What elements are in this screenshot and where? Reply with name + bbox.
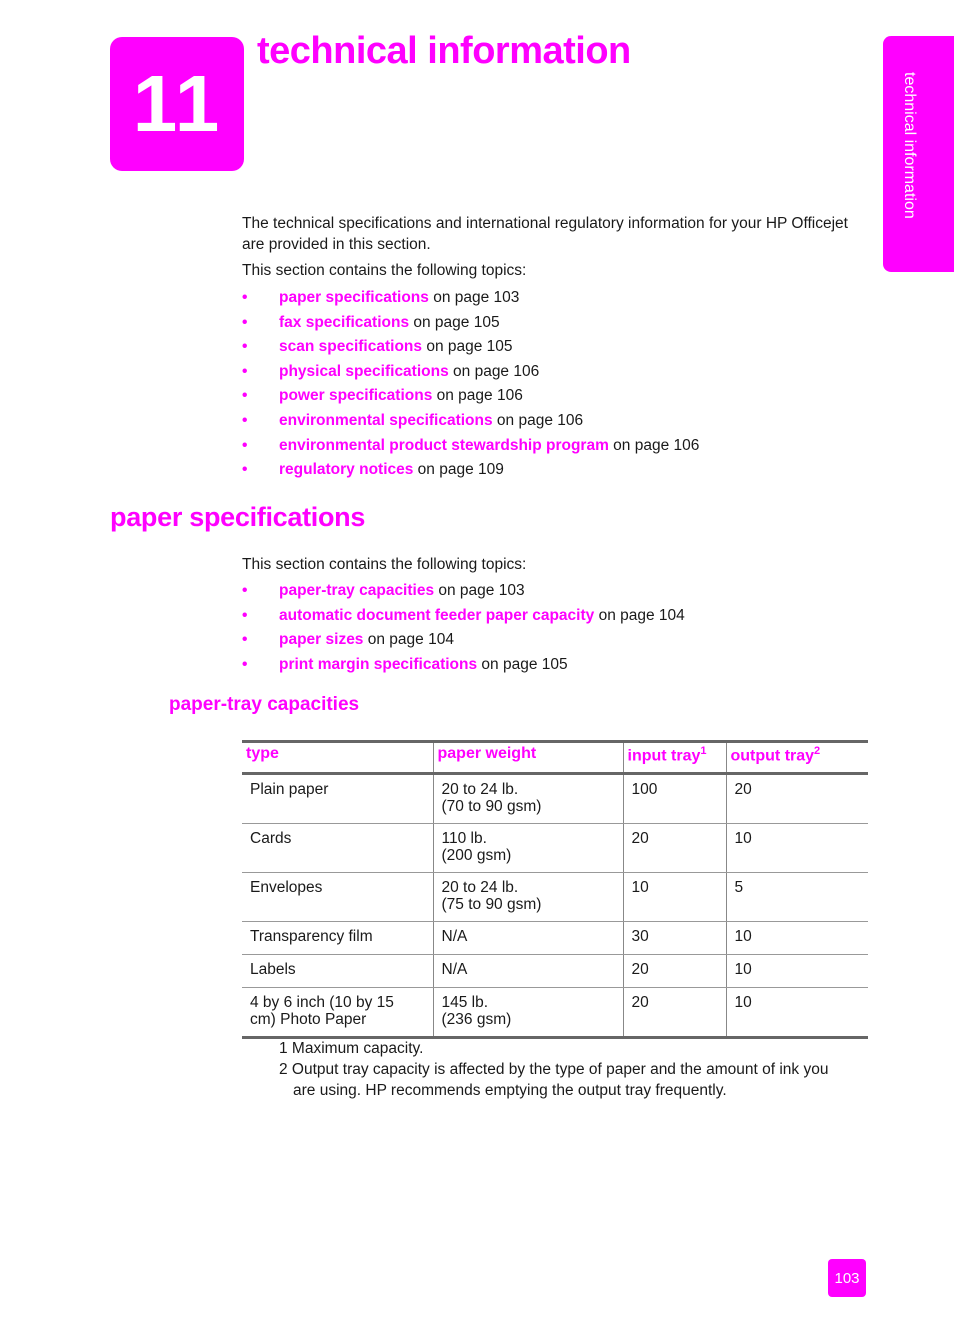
topic-page-ref: on page 104 — [594, 606, 685, 624]
list-item — [242, 628, 685, 653]
topic-link-scan-specifications[interactable]: scan specifications — [279, 338, 423, 356]
footnote-ref-1: 1 — [700, 745, 707, 757]
topic-page-ref: on page 105 — [477, 655, 568, 673]
topic-page-ref: on page 103 — [428, 289, 520, 306]
header-paper-weight: paper weight — [433, 742, 623, 774]
section-title-paper-specifications: paper specifications — [110, 502, 366, 532]
bullet-icon: • — [242, 362, 248, 380]
cell-input: 20 — [623, 824, 726, 873]
topics-intro: This section contains the following topics: — [242, 262, 527, 279]
footnote-ref-2: 2 — [814, 745, 821, 757]
bullet-icon: • — [242, 582, 248, 599]
list-item — [242, 653, 685, 678]
header-input-tray: input tray$^1$ — [623, 742, 726, 774]
bullet-icon: • — [242, 606, 248, 624]
cell-weight: 20 to 24 lb. (70 to 90 gsm) — [433, 774, 623, 824]
topic-page-ref: on page 105 — [409, 313, 500, 331]
list-item — [242, 579, 685, 604]
cell-output: 10 — [726, 955, 868, 988]
cell-weight: N/A — [433, 955, 623, 988]
cell-weight: 20 to 24 lb. (75 to 90 gsm) — [433, 873, 623, 922]
topic-page-ref: on page 105 — [422, 338, 513, 356]
footnote-2: 2 Output tray capacity is affected by the type of paper and the amount of ink you are using. HP recommends emptying the output tray frequently. — [279, 1061, 829, 1099]
table-footnotes — [279, 1038, 839, 1101]
table-row — [242, 824, 868, 873]
header-output-tray: output tray$^2$ — [726, 742, 868, 774]
table-row — [242, 922, 868, 955]
cell-weight: 145 lb. (236 gsm) — [433, 988, 623, 1038]
topic-page-ref: on page 106 — [432, 387, 523, 405]
footnote-1: 1 Maximum capacity. — [279, 1040, 424, 1057]
bullet-icon: • — [242, 387, 248, 405]
table-row — [242, 873, 868, 922]
cell-type: Cards — [242, 824, 433, 873]
topic-page-ref: on page 104 — [363, 631, 454, 649]
cell-weight: 110 lb. (200 gsm) — [433, 824, 623, 873]
cell-output: 20 — [726, 774, 868, 824]
cell-input: 100 — [623, 774, 726, 824]
bullet-icon: • — [242, 313, 248, 331]
cell-type: Labels — [242, 955, 433, 988]
side-tab-label: technical information — [901, 72, 918, 219]
topic-link-adf-capacity[interactable]: automatic document feeder paper capacity — [279, 606, 595, 624]
list-item — [242, 384, 699, 409]
page-number-badge — [828, 1259, 866, 1297]
bullet-icon: • — [242, 655, 248, 673]
list-item — [242, 286, 699, 311]
cell-weight: N/A — [433, 922, 623, 955]
bullet-icon: • — [242, 631, 248, 649]
list-item — [242, 360, 699, 385]
cell-input: 30 — [623, 922, 726, 955]
bullet-icon: • — [242, 338, 248, 356]
cell-type: Transparency film — [242, 922, 433, 955]
topic-link-paper-tray-capacities[interactable]: paper-tray capacities — [279, 582, 435, 599]
chapter-number: 11 — [132, 59, 222, 148]
chapter-topics-list — [242, 286, 699, 483]
page-number: 103 — [834, 1269, 860, 1287]
topic-link-print-margins[interactable]: print margin specifications — [279, 655, 478, 673]
table-row — [242, 955, 868, 988]
subsection-title-paper-tray: paper-tray capacities — [169, 694, 360, 715]
table-row — [242, 988, 868, 1038]
list-item — [242, 604, 685, 629]
topic-page-ref: on page 109 — [413, 461, 504, 479]
bullet-icon: • — [242, 461, 248, 479]
section-topics-list — [242, 579, 685, 677]
cell-type: 4 by 6 inch (10 by 15 cm) Photo Paper — [242, 988, 433, 1038]
cell-input: 20 — [623, 955, 726, 988]
cell-type: Plain paper — [242, 774, 433, 824]
header-type: type — [242, 742, 433, 774]
cell-output: 10 — [726, 824, 868, 873]
chapter-number-box — [110, 37, 244, 171]
paper-tray-table — [242, 740, 868, 1039]
topic-link-power-specifications[interactable]: power specifications — [279, 387, 433, 405]
topic-page-ref: on page 106 — [448, 362, 540, 380]
intro-paragraph: The technical specifications and international regulatory information for your HP Officejet are provided in this section. — [242, 215, 848, 253]
list-item — [242, 335, 699, 360]
topic-link-environmental-specifications[interactable]: environmental specifications — [279, 411, 493, 429]
topic-page-ref: on page 106 — [608, 436, 700, 454]
list-item — [242, 434, 699, 459]
topic-link-environmental-stewardship[interactable]: environmental product stewardship program — [279, 436, 609, 454]
topic-link-regulatory-notices[interactable]: regulatory notices — [279, 461, 414, 479]
bullet-icon: • — [242, 436, 248, 454]
cell-input: 20 — [623, 988, 726, 1038]
side-tab — [883, 36, 954, 272]
topic-link-fax-specifications[interactable]: fax specifications — [279, 313, 410, 331]
topic-page-ref: on page 106 — [492, 411, 584, 429]
cell-output: 5 — [726, 873, 868, 922]
cell-output: 10 — [726, 988, 868, 1038]
topic-link-paper-specifications[interactable]: paper specifications — [279, 289, 429, 306]
cell-input: 10 — [623, 873, 726, 922]
topic-link-physical-specifications[interactable]: physical specifications — [279, 362, 449, 380]
topic-page-ref: on page 103 — [434, 582, 525, 599]
table-header-row — [242, 742, 868, 774]
list-item — [242, 409, 699, 434]
bullet-icon: • — [242, 289, 248, 306]
cell-output: 10 — [726, 922, 868, 955]
bullet-icon: • — [242, 411, 248, 429]
section-topics-intro: This section contains the following topics: — [242, 556, 527, 573]
list-item — [242, 458, 699, 483]
topic-link-paper-sizes[interactable]: paper sizes — [279, 631, 364, 649]
chapter-title: technical information — [257, 30, 631, 72]
cell-type: Envelopes — [242, 873, 433, 922]
list-item — [242, 311, 699, 336]
table-row — [242, 774, 868, 824]
